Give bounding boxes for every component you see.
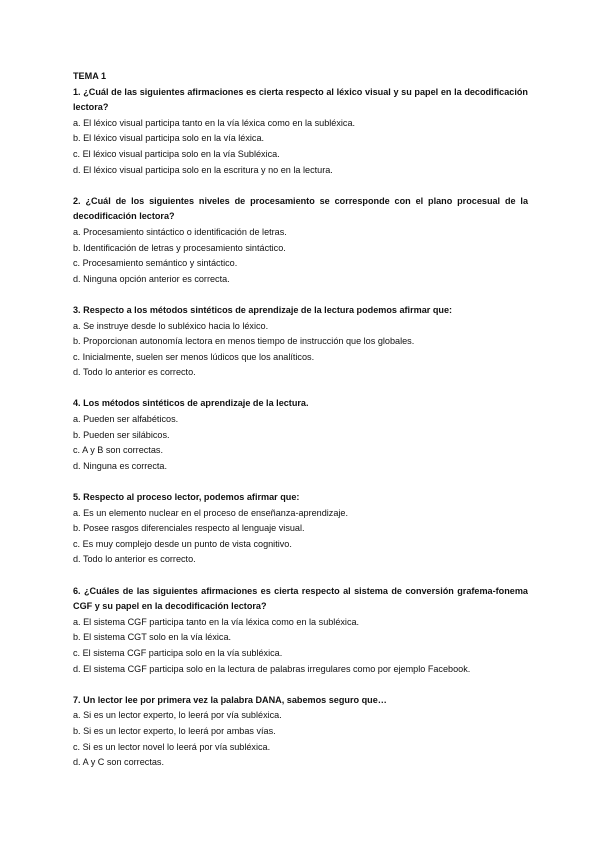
option-list <box>73 412 528 474</box>
question-7 <box>73 693 528 771</box>
answer-option: d. Ninguna es correcta. <box>73 460 168 471</box>
answer-option: d. Todo lo anterior es correcto. <box>73 367 196 378</box>
question-6 <box>73 584 528 678</box>
answer-option: a. Pueden ser alfabéticos. <box>73 414 179 425</box>
question-text: Respecto a los métodos sintéticos de aprendizaje de la lectura podemos afirmar que: <box>83 304 453 315</box>
answer-option: b. Pueden ser silábicos. <box>73 429 170 440</box>
answer-option: b. Posee rasgos diferenciales respecto al lenguaje visual. <box>73 523 305 534</box>
answer-option: c. A y B son correctas. <box>73 445 163 456</box>
question-text: Un lector lee por primera vez la palabra DANA, sabemos seguro que… <box>83 694 387 705</box>
answer-option: a. Procesamiento sintáctico o identificación de letras. <box>73 226 287 237</box>
question-stem <box>73 194 528 225</box>
question-number: 7. <box>73 694 81 705</box>
option-list <box>73 615 528 677</box>
document-title: TEMA 1 <box>73 71 107 81</box>
answer-option: b. El léxico visual participa solo en la vía léxica. <box>73 133 265 144</box>
answer-option: b. El sistema CGT solo en la vía léxica. <box>73 632 232 643</box>
answer-option: b. Proporcionan autonomía lectora en menos tiempo de instrucción que los globales. <box>73 336 415 347</box>
answer-option: a. Se instruye desde lo subléxico hacia lo léxico. <box>73 320 269 331</box>
question-text: Los métodos sintéticos de aprendizaje de la lectura. <box>83 398 309 409</box>
document-page <box>73 69 528 786</box>
answer-option: b. Si es un lector experto, lo leerá por ambas vías. <box>73 725 276 736</box>
option-list <box>73 116 528 178</box>
answer-option: c. Procesamiento semántico y sintáctico. <box>73 258 238 269</box>
question-number: 2. <box>73 195 81 206</box>
answer-option: d. A y C son correctas. <box>73 757 164 768</box>
option-list <box>73 225 528 287</box>
question-number: 6. <box>73 585 81 596</box>
option-list <box>73 319 528 381</box>
option-list <box>73 708 528 770</box>
answer-option: a. El sistema CGF participa tanto en la vía léxica como en la subléxica. <box>73 616 360 627</box>
question-list <box>73 85 528 771</box>
option-list <box>73 506 528 568</box>
question-stem <box>73 693 528 709</box>
question-text: ¿Cuál de los siguientes niveles de procesamiento se corresponde con el plano procesual de la decodificación lectora? <box>73 195 528 222</box>
answer-option: d. El sistema CGF participa solo en la lectura de palabras irregulares como por ejemplo Facebook. <box>73 663 471 674</box>
answer-option: c. El léxico visual participa solo en la vía Subléxica. <box>73 148 280 159</box>
question-number: 5. <box>73 492 81 503</box>
question-text: ¿Cuál de las siguientes afirmaciones es cierta respecto al léxico visual y su papel en la decodificación lectora? <box>73 86 528 113</box>
question-text: Respecto al proceso lector, podemos afirmar que: <box>83 492 300 503</box>
answer-option: c. Si es un lector novel lo leerá por vía subléxica. <box>73 741 271 752</box>
answer-option: a. El léxico visual participa tanto en la vía léxica como en la subléxica. <box>73 117 356 128</box>
question-5 <box>73 490 528 568</box>
question-stem <box>73 85 528 116</box>
question-3 <box>73 303 528 381</box>
question-stem <box>73 396 528 412</box>
answer-option: c. El sistema CGF participa solo en la vía subléxica. <box>73 647 283 658</box>
answer-option: a. Si es un lector experto, lo leerá por vía subléxica. <box>73 710 282 721</box>
question-stem <box>73 303 528 319</box>
answer-option: c. Es muy complejo desde un punto de vista cognitivo. <box>73 538 292 549</box>
answer-option: d. Todo lo anterior es correcto. <box>73 554 196 565</box>
answer-option: d. El léxico visual participa solo en la escritura y no en la lectura. <box>73 164 333 175</box>
answer-option: b. Identificación de letras y procesamiento sintáctico. <box>73 242 286 253</box>
question-number: 3. <box>73 304 81 315</box>
answer-option: d. Ninguna opción anterior es correcta. <box>73 273 230 284</box>
question-2 <box>73 194 528 288</box>
answer-option: a. Es un elemento nuclear en el proceso de enseñanza-aprendizaje. <box>73 507 349 518</box>
question-number: 4. <box>73 398 81 409</box>
question-1 <box>73 85 528 179</box>
question-text: ¿Cuáles de las siguientes afirmaciones es cierta respecto al sistema de conversión grafema-fonema CGF y su papel en la decodificación lectora? <box>73 585 528 612</box>
question-stem <box>73 584 528 615</box>
question-number: 1. <box>73 86 81 97</box>
answer-option: c. Inicialmente, suelen ser menos lúdicos que los analíticos. <box>73 351 315 362</box>
question-stem <box>73 490 528 506</box>
question-4 <box>73 396 528 474</box>
